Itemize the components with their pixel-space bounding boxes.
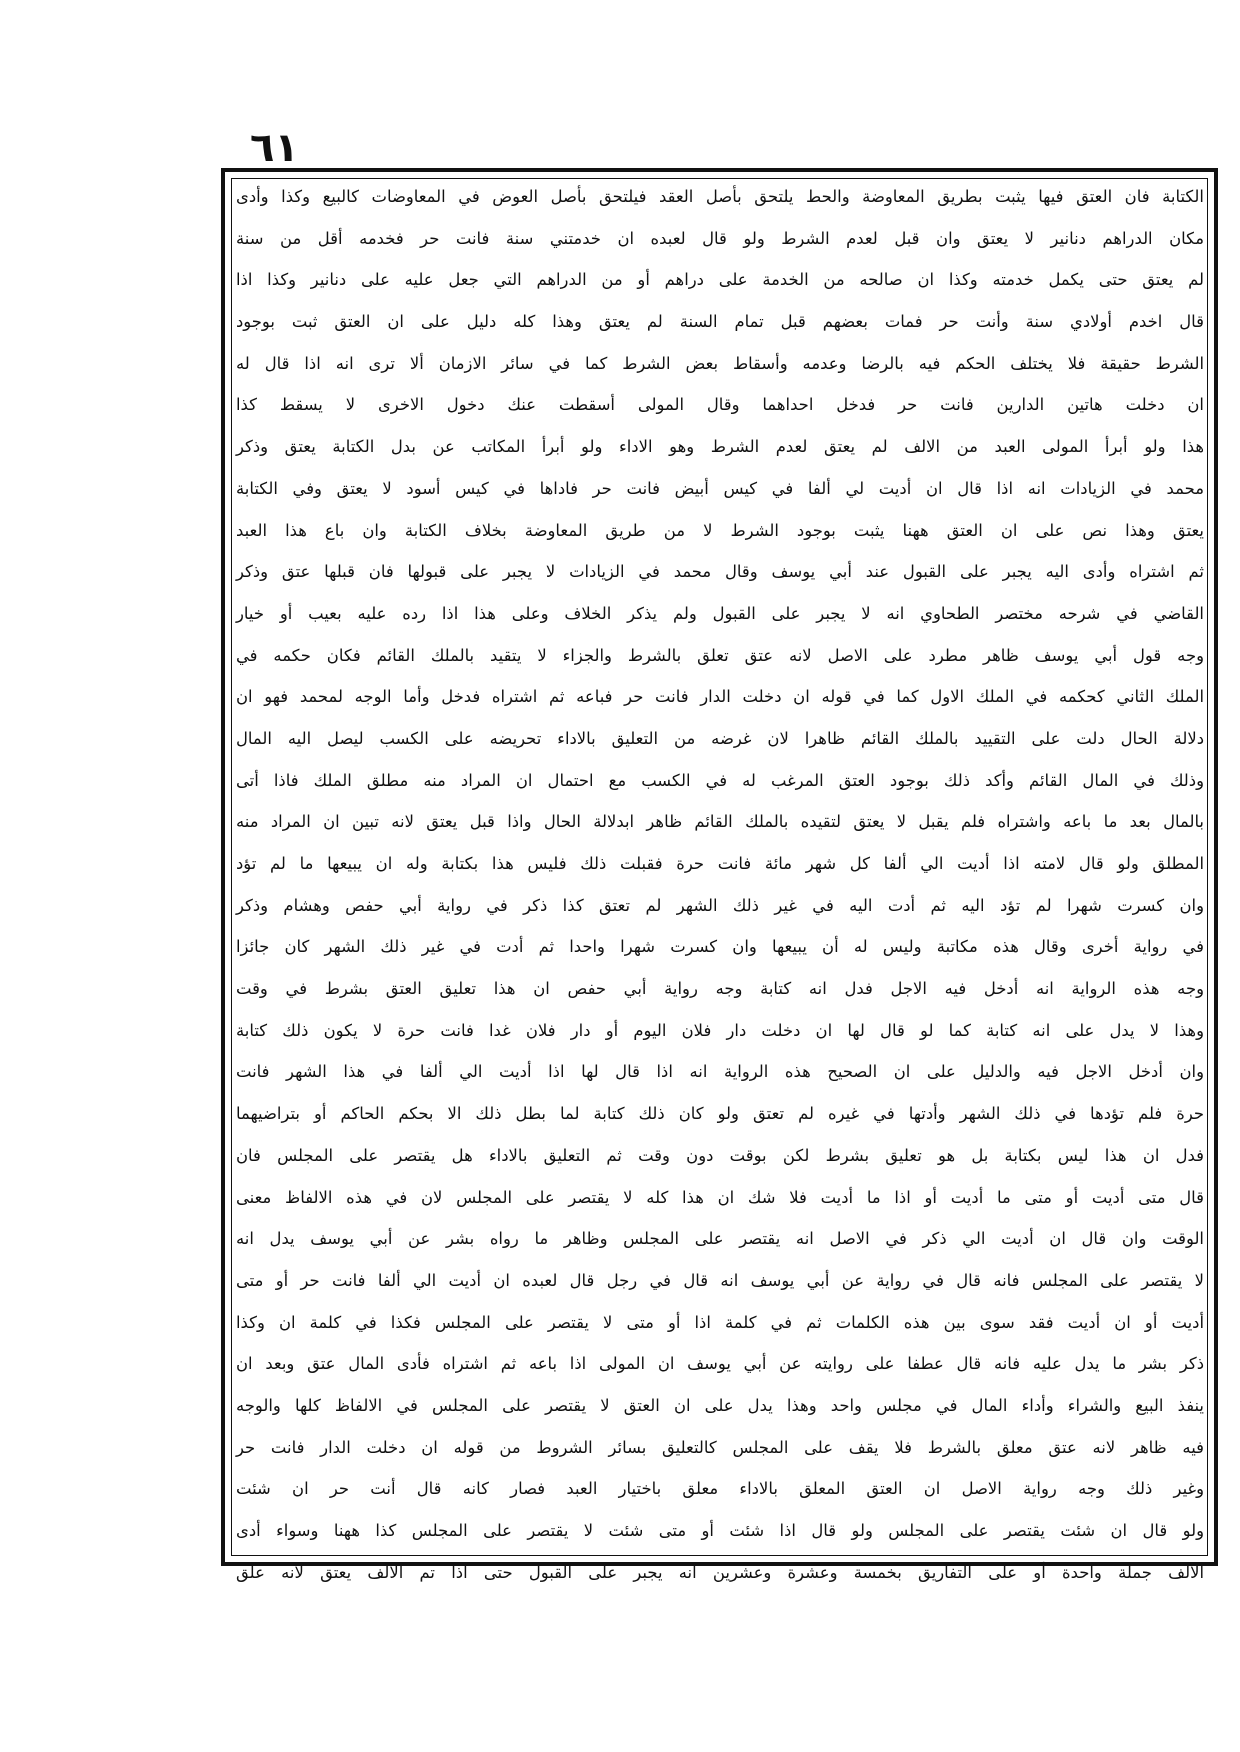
text-line: ينفذ البيع والشراء وأداء المال في مجلس واحد وهذا يدل على ان العتق لا يقتصر على المجلس في الالفاظ كلها والوجه — [236, 1395, 1204, 1415]
text-line: الوقت وان قال ان أديت الي ذكر في الاصل انه يقتصر على المجلس وظاهر ما رواه بشر عن أبي يوسف يدل انه — [236, 1229, 1204, 1249]
text-line: يعتق وهذا نص على ان العتق ههنا يثبت بوجود الشرط لا من طريق المعاوضة بخلاف الكتابة وان باع هذا العبد — [236, 520, 1204, 540]
text-line: الشرط حقيقة فلا يختلف الحكم فيه بالرضا وعدمه وأسقاط بعض الشرط كما في سائر الازمان ألا ترى انه اذا قال له — [236, 353, 1204, 373]
text-line: محمد في الزيادات انه اذا قال ان أديت لي ألفا في كيس أبيض فانت حر فاداها في كيس أسود لا يعتق وفي الكتابة — [236, 478, 1204, 498]
text-line: المطلق ولو قال لامته اذا أديت الي ألفا كل شهر مائة فانت حرة فقبلت ذلك فليس هذا بكتابة وله ان يبيعها ما لم تؤد — [236, 854, 1204, 873]
text-line: هذا ولو أبرأ المولى العبد من الالف لم يعتق لعدم الشرط وهو الاداء ولو أبرأ المكاتب عن بدل الكتابة يعتق وذكر — [236, 437, 1204, 457]
text-line: قال متى أديت أو متى ما أديت أو اذا ما أديت فلا شك ان هذا كله لا يقتصر على المجلس لان في هذه الالفاظ معنى — [236, 1187, 1204, 1207]
text-line: فيه ظاهر لانه عتق معلق بالشرط فلا يقف على المجلس كالتعليق بسائر الشروط من قوله ان دخلت الدار فانت حر — [236, 1437, 1204, 1457]
text-line: وغير ذلك وجه رواية الاصل ان العتق المعلق بالاداء معلق باختيار العبد فصار كانه قال أنت حر ان شئت — [236, 1479, 1204, 1499]
text-line: القاضي في شرحه مختصر الطحاوي انه لا يجبر على القبول ولم يذكر الخلاف وعلى هذا اذا رده عليه بعيب أو خيار — [236, 603, 1204, 623]
text-line: وان كسرت شهرا لم تؤد اليه ثم أدت اليه في غير ذلك الشهر لم تعتق كذا ذكر في رواية أبي حفص وهشام وذكر — [236, 895, 1204, 915]
text-line: وهذا لا يدل على انه كتابة كما لو قال لها ان دخلت دار فلان اليوم أو دار فلان غدا فانت حرة لا يكون ذلك كتابة — [236, 1020, 1204, 1040]
text-line: ذكر بشر ما يدل عليه فانه قال عطفا على روايته عن أبي يوسف ان المولى اذا باعه ثم اشتراه فأدى المال عتق وبعد ان — [236, 1354, 1204, 1374]
text-line: وذلك في المال القائم وأكد ذلك بوجود العتق المرغب له في الكسب مع احتمال ان المراد منه مطلق الملك فاذا أتى — [236, 770, 1204, 790]
text-line: في رواية أخرى وقال هذه مكاتبة وليس له أن يبيعها وان كسرت شهرا واحدا ثم أدت في غير ذلك الشهر كان جائزا — [236, 937, 1204, 957]
text-line: لم يعتق حتى يكمل خدمته وكذا ان صالحه من الخدمة على دراهم أو من الدراهم التي جعل عليه على دنانير وكذا اذا — [236, 270, 1204, 290]
text-line: الالف جملة واحدة أو على التفاريق بخمسة وعشرة وعشرين انه يجبر على القبول حتى اذا تم الالف يعتق لانه علق — [236, 1562, 1204, 1582]
text-line: وجه هذه الرواية انه أدخل فيه الاجل فدل انه كتابة وجه رواية أبي حفص ان هذا تعليق العتق بشرط في وقت — [236, 979, 1204, 999]
text-line: بالمال بعد ما باعه واشتراه فلم يقبل لا يعتق لتقيده بالملك القائم ظاهر ابدلالة الحال واذا قبل يعتق لانه تبين ان المراد منه — [236, 812, 1204, 832]
text-line: الملك الثاني كحكمه في الملك الاول كما في قوله ان دخلت الدار فانت حر فباعه ثم اشتراه فدخل وأما الوجه لمحمد فهو ان — [236, 687, 1204, 707]
text-line: دلالة الحال دلت على التقييد بالملك القائم ظاهرا لان غرضه من التعليق بالاداء تحريضه على الكسب ليصل اليه المال — [236, 728, 1204, 748]
text-line: وجه قول أبي يوسف ظاهر مطرد على الاصل لانه عتق تعلق بالشرط والجزاء لا يتقيد بالملك القائم فكان حكمه في — [236, 645, 1204, 665]
text-line: ثم اشتراه وأدى اليه يجبر على القبول عند أبي يوسف وقال محمد في الزيادات لا يجبر على قبولها فان قبلها عتق وذكر — [236, 562, 1204, 582]
text-line: الكتابة فان العتق فيها يثبت بطريق المعاوضة والحط يلتحق بأصل العقد فيلتحق بأصل العوض في المعاوضات كالبيع وكذا وأدى — [236, 187, 1204, 206]
body-text — [232, 176, 1208, 1582]
text-line: ولو قال ان شئت يقتصر على المجلس ولو قال اذا شئت أو متى شئت لا يقتصر على المجلس كذا ههنا وسواء أدى — [236, 1521, 1204, 1540]
text-line: وان أدخل الاجل فيه والدليل على ان الصحيح هذه الرواية انه اذا قال لها اذا أديت الي ألفا في هذا الشهر فانت — [236, 1062, 1204, 1082]
text-line: حرة فلم تؤدها في ذلك الشهر وأدتها في غيره لم تعتق ولو كان ذلك كتابة لما بطل ذلك الا بحكم الحاكم أو بتراضيهما — [236, 1104, 1204, 1124]
text-line: أديت أو ان أديت فقد سوى بين هذه الكلمات ثم في كلمة اذا أو متى لا يقتصر على المجلس فكذا في كلمة ان وكذا — [236, 1312, 1204, 1332]
text-line: قال اخدم أولادي سنة وأنت حر فمات بعضهم قبل تمام السنة لم يعتق وهذا كله دليل على ان العتق ثبت بوجود — [236, 312, 1204, 332]
page-number: ٦١ — [250, 125, 299, 171]
text-line: فدل ان هذا ليس بكتابة بل هو تعليق بشرط لكن بوقت دون وقت ثم التعليق بالاداء هل يقتصر على المجلس فان — [236, 1145, 1204, 1165]
text-line: مكان الدراهم دنانير لا يعتق وان قبل لعدم الشرط ولو قال لعبده ان خدمتني سنة فانت حر فخدمه أقل من سنة — [236, 228, 1204, 248]
text-line: لا يقتصر على المجلس فانه قال في رواية عن أبي يوسف انه قال في رجل قال لعبده ان أديت الي ألفا فانت حر أو متى — [236, 1270, 1204, 1290]
text-line: ان دخلت هاتين الدارين فانت حر فدخل احداهما وقال المولى أسقطت عنك دخول الاخرى لا يسقط كذا — [236, 395, 1204, 415]
